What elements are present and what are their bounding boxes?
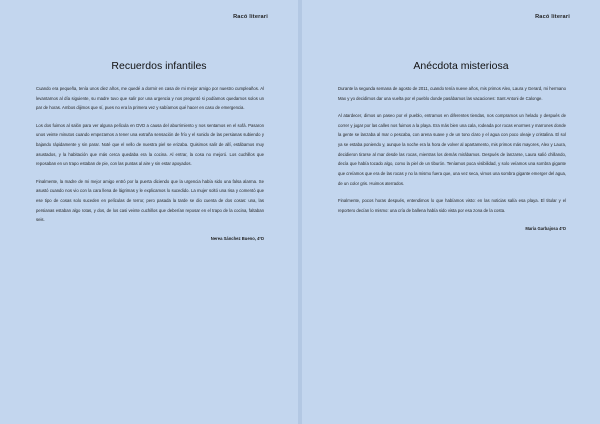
author-signature: Nerea Sánchez Bueno, 4ºD xyxy=(210,236,264,242)
page-title: Anécdota misteriosa xyxy=(413,60,509,72)
left-page xyxy=(0,0,298,424)
article-body xyxy=(338,84,566,234)
magazine-header: Racó literari xyxy=(535,14,570,20)
paragraph: Finalmente, pocos horas después, entendimos lo que habíamos visto: en las noticias salía esa playa. El titular y el reportero decían lo mismo: una cría de ballena había sido vista por esa zona de la costa. xyxy=(338,198,566,213)
right-page xyxy=(302,0,600,424)
page-title: Recuerdos infantiles xyxy=(111,60,207,72)
paragraph: Durante la segunda semana de agosto de 2011, cuando tenía nueve años, mis primos Alex, Laura y Gerard, mi hermano Max y yo decidimos dar una vuelta por el pueblo donde pasábamos las vacaciones: Sant Antoni de Calonge. xyxy=(338,86,566,101)
author-signature: María Garbajosa 4ºD xyxy=(525,226,566,232)
paragraph: Cuando era pequeña, tenía unos diez años, me quedé a dormir en casa de mi mejor amigo por nuestro cumpleaños. Al levantarnos al día siguiente, su madre tuvo que salir por una urgencia y nos preguntó si podíamos quedarnos solos un par de horas. Ambos dijimos que sí, pues no era la primera vez y sabíamos qué hacer en caso de emergencia. xyxy=(36,86,264,111)
paragraph: Los dos fuimos al salón para ver alguna película en DVD a causa del aburrimiento y nos sentamos en el sofá. Pasaron unos veinte minutos cuando empezamos a tener una extraña sensación de frío y el sonido de las persianas subiendo y bajando rápidamente y sin parar. Noté que el vello de nuestra piel se erizaba. Quisimos salir de allí, estábamos muy asustados, y la habitación que más cerca quedaba era la cocina. Al entrar, la cosa no mejoró. Los cuchillos que reposaban en un trapo estaban de pie, con las puntas al aire y sin estar apoyados. xyxy=(36,122,264,167)
paragraph: Al atardecer, dimos un paseo por el pueblo, entramos en diferentes tiendas, nos compramos un helado y después de correr y jugar por las calles nos fuimos a la playa. Era más bien una cala, rodeada por rocas enormes y marrones donde la gente se lanzaba al mar o pescaba, con arena suave y de un tono claro y el agua con poco oleaje y cristalina. El sol ya se estaba poniendo y, aunque la noche era la hora de volver al apartamento, mis primos más mayores, Alex y Laura, decidieron tirarse al mar desde las rocas, mientras los demás mirábamos. Después de lanzarse, Laura salió chillando, decía que había tocado algo, como la piel de un tiburón. Teníamos poca visibilidad, y solo veíamos una sombra gigante que creíamos que era de las rocas y no la mismo fuera que, una vez seca, vimos una sombra gigante emerger del agua, de un color gris. Huimos aterrados. xyxy=(338,112,566,186)
article-body xyxy=(36,84,264,244)
paragraph: Finalmente, la madre de mi mejor amigo entró por la puerta diciendo que la urgencia había sido una falsa alarma. Se asustó cuando nos vio con la cara llena de lágrimas y le explicamos lo sucedido. La mujer soltó una risa y comentó que ese tipo de cosas solo suceden en películas de terror, pero pasada la tarde se dio cuenta de dos cosas: una, las persianas estaban algo rotas, y dos, de los casi veinte cuchillos que deberían reposar en el trapo de la cocina, faltaban seis. xyxy=(36,178,264,223)
magazine-header: Racó literari xyxy=(233,14,268,20)
